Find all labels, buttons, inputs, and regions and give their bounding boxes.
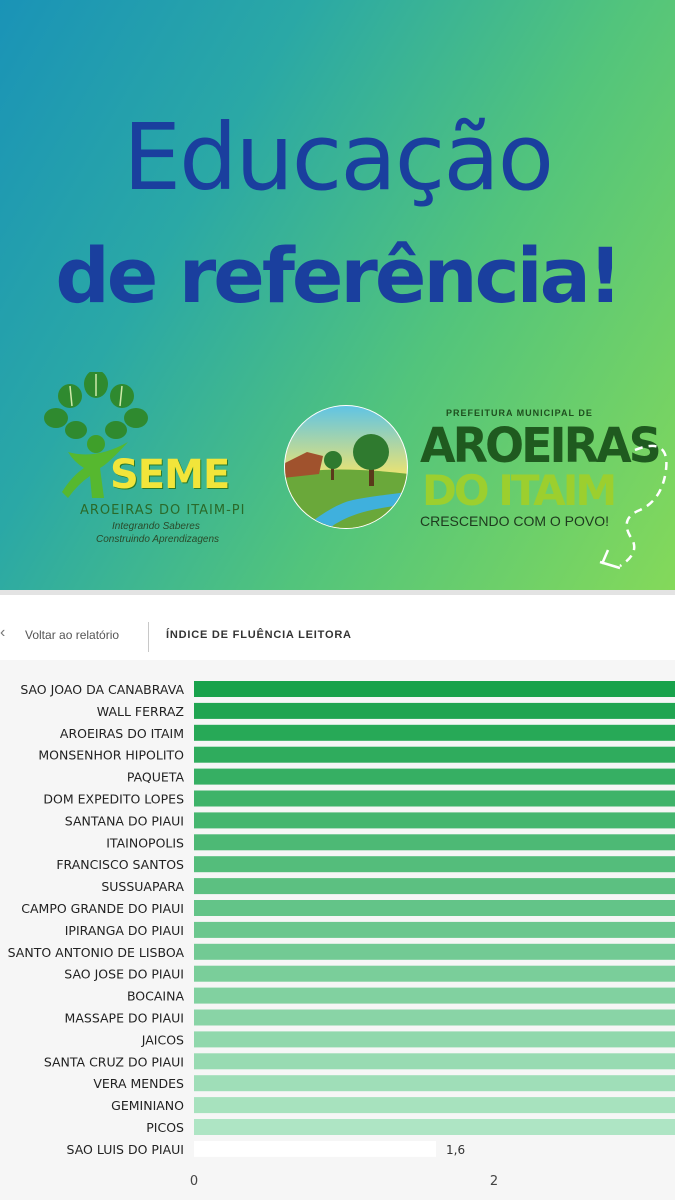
bar[interactable] (194, 703, 675, 719)
bar[interactable] (194, 769, 675, 785)
bar[interactable] (194, 725, 675, 741)
bar[interactable] (194, 1119, 675, 1135)
section-divider (0, 590, 675, 595)
report-title: ÍNDICE DE FLUÊNCIA LEITORA (166, 629, 352, 641)
headline-line1: Educação (122, 104, 553, 211)
chevron-left-icon[interactable]: ‹ (0, 624, 6, 641)
prefeitura-label: PREFEITURA MUNICIPAL DE (446, 408, 593, 418)
back-to-report-link[interactable]: Voltar ao relatório (25, 628, 120, 642)
bar[interactable] (194, 966, 675, 982)
prefeitura-name-line2: DO ITAIM (422, 466, 615, 515)
prefeitura-name-line1: AROEIRAS (420, 416, 659, 474)
category-label: SAO JOSE DO PIAUI (64, 966, 184, 982)
seme-tagline-1: Integrando Saberes (112, 521, 200, 532)
category-label: SAO JOAO DA CANABRAVA (20, 682, 184, 697)
bar[interactable] (194, 988, 675, 1004)
bar-chart (0, 660, 675, 1200)
category-label: PICOS (146, 1120, 184, 1135)
ribbon-decoration-icon (590, 440, 675, 580)
bar[interactable] (194, 1031, 675, 1047)
bar[interactable] (194, 791, 675, 807)
category-label: SAO LUIS DO PIAUI (66, 1141, 184, 1157)
category-label: PAQUETA (126, 769, 184, 785)
toolbar-separator (148, 622, 149, 652)
x-tick-label: 2 (489, 1174, 499, 1189)
bar[interactable] (194, 856, 675, 872)
seme-tagline-2: Construindo Aprendizagens (96, 534, 220, 545)
category-label: DOM EXPEDITO LOPES (43, 791, 184, 807)
bar[interactable] (194, 681, 675, 697)
category-label: WALL FERRAZ (96, 703, 184, 719)
seme-subtitle: AROEIRAS DO ITAIM-PI (80, 503, 246, 518)
bar[interactable] (194, 834, 675, 850)
category-label: SANTO ANTONIO DE LISBOA (7, 944, 184, 960)
bar[interactable] (194, 1010, 675, 1026)
seme-logo-text: SEME (110, 452, 230, 498)
header-banner (0, 0, 675, 590)
bar[interactable] (194, 1075, 675, 1091)
bar[interactable] (194, 1141, 436, 1157)
bar[interactable] (194, 1053, 675, 1069)
category-label: FRANCISCO SANTOS (56, 857, 184, 873)
municipal-emblem-icon (283, 404, 409, 530)
bar[interactable] (194, 900, 675, 916)
bar[interactable] (194, 812, 675, 828)
category-label: IPIRANGA DO PIAUI (64, 922, 184, 938)
bar[interactable] (194, 747, 675, 763)
bar[interactable] (194, 922, 675, 938)
category-label: AROEIRAS DO ITAIM (59, 725, 184, 741)
bar[interactable] (194, 878, 675, 894)
bar[interactable] (194, 944, 675, 960)
bar[interactable] (194, 1097, 675, 1113)
category-label: ITAINOPOLIS (106, 835, 184, 851)
category-label: CAMPO GRANDE DO PIAUI (21, 901, 184, 916)
headline-line2: de referência! (55, 231, 620, 320)
category-label: GEMINIANO (111, 1098, 184, 1114)
category-label: JAICOS (141, 1032, 184, 1048)
category-label: SUSSUAPARA (101, 879, 184, 895)
category-label: SANTA CRUZ DO PIAUI (43, 1054, 184, 1070)
category-label: MASSAPE DO PIAUI (64, 1010, 184, 1026)
category-label: SANTANA DO PIAUI (64, 813, 184, 829)
category-label: BOCAINA (126, 988, 184, 1004)
category-label: MONSENHOR HIPOLITO (38, 747, 184, 763)
prefeitura-tagline: CRESCENDO COM O POVO! (420, 513, 610, 529)
data-label: 1,6 (446, 1142, 466, 1157)
x-tick-label: 0 (189, 1174, 199, 1189)
category-label: VERA MENDES (93, 1076, 184, 1092)
